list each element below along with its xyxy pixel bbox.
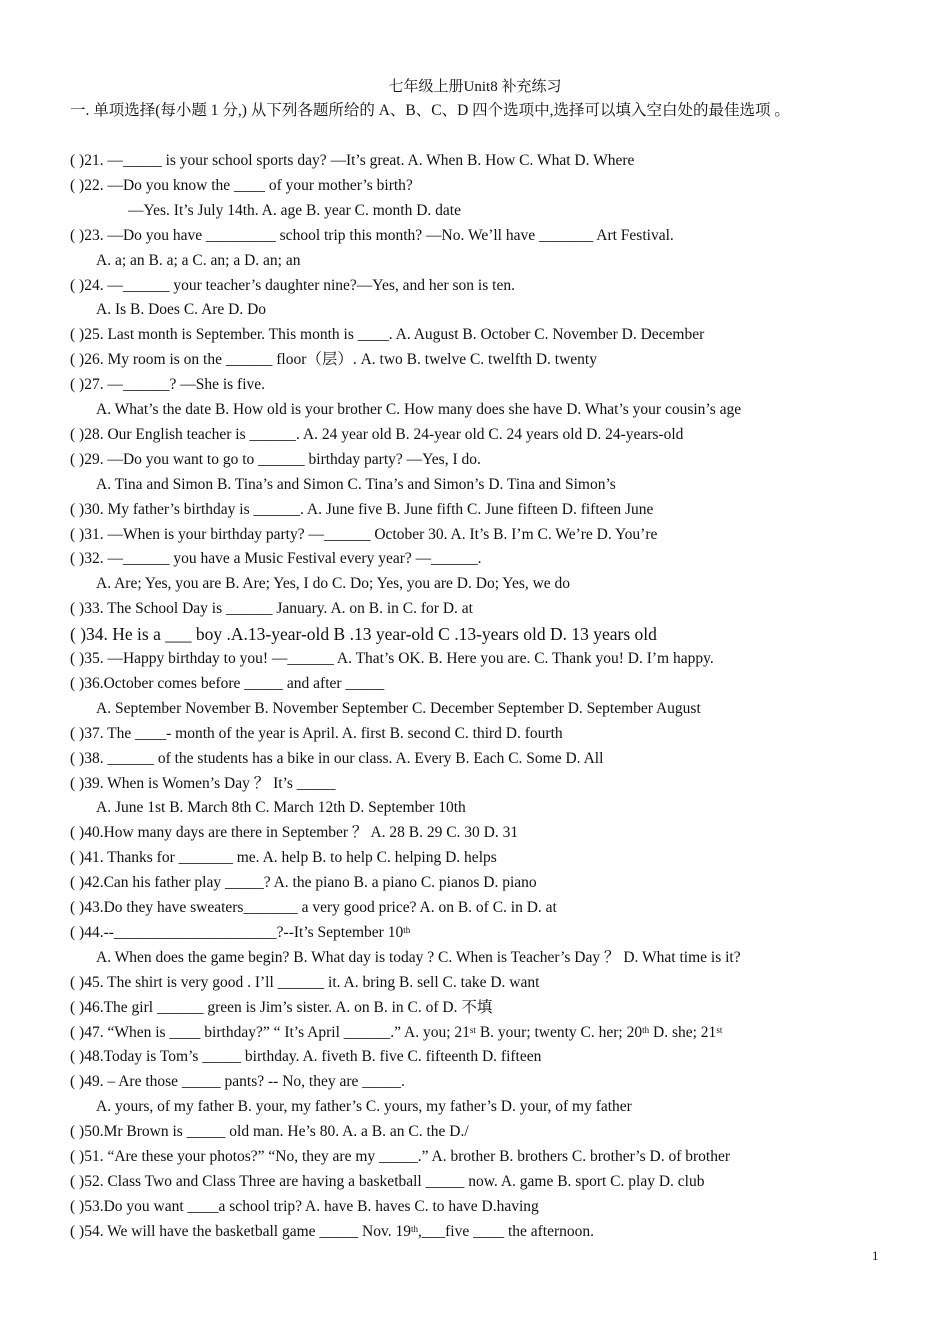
question-line — [70, 774, 336, 799]
line-text: ( )33. The School Day is ______ January. A. on B. in C. for D. at — [70, 600, 473, 618]
question-line — [70, 176, 413, 201]
line-text: ( )41. Thanks for _______ me. A. help B. to help C. helping D. helps — [70, 849, 497, 867]
question-line — [70, 350, 597, 375]
line-text: A. June 1st B. March 8th C. March 12th D. September 10th — [96, 799, 466, 817]
page-number: 1 — [872, 1248, 879, 1263]
line-text: ( )38. ______ of the students has a bike in our class. A. Every B. Each C. Some D. All — [70, 749, 604, 767]
question-line — [70, 549, 482, 574]
line-text: A. Is B. Does C. Are D. Do — [96, 301, 267, 319]
question-line — [96, 948, 741, 973]
line-text: ( )22. —Do you know the ____ of your mother’s birth? — [70, 176, 413, 194]
line-text: ( )40.How many days are there in September ？ A. 28 B. 29 C. 30 D. 31 — [70, 824, 519, 842]
line-text: A. yours, of my father B. your, my father’s C. yours, my father’s D. your, of my father — [96, 1098, 632, 1116]
line-text: ( )21. —_____ is your school sports day? —It’s great. A. When B. How C. What D. Where — [70, 152, 635, 169]
question-line — [96, 300, 266, 325]
line-text: ( )35. —Happy birthday to you! —______ A. That’s OK. B. Here you are. C. Thank you! D. I’m happy. — [70, 650, 714, 667]
line-text: A. When does the game begin? B. What day is today ? C. When is Teacher’s Day ？ D. What time is it? — [96, 948, 741, 966]
ordinal-suffix: th — [642, 1024, 650, 1035]
question-line — [96, 798, 466, 823]
question-line — [70, 375, 265, 400]
line-text: ( )52. Class Two and Class Three are having a basketball _____ now. A. game B. sport C. play D. club — [70, 1172, 705, 1190]
question-line — [70, 151, 634, 176]
line-text: ( )32. —______ you have a Music Festival every year? —______. — [70, 550, 482, 568]
line-text: ( )34. He is a ___ boy .A.13-year-old B .13 year-old C .13-years old D. 13 years old — [70, 624, 657, 645]
line-text: A. Are; Yes, you are B. Are; Yes, I do C. Do; Yes, you are D. Do; Yes, we do — [96, 575, 571, 593]
question-line — [70, 998, 492, 1023]
line-text: ( )27. —______? —She is five. — [70, 376, 266, 394]
line-text: D. she; 21 — [649, 1023, 717, 1041]
line-text: ( )30. My father’s birthday is ______. A. June five B. June fifth C. June fifteen D. fifteen June — [70, 500, 654, 518]
line-text: ( )47. “When is ____ birthday?” “ It’s April ______.” A. you; 21 — [70, 1023, 470, 1041]
line-text: ( )48.Today is Tom’s _____ birthday. A. fiveth B. five C. fifteenth D. fifteen — [70, 1048, 542, 1066]
question-line — [70, 599, 473, 624]
question-line — [96, 1097, 632, 1122]
line-text: A. What’s the date B. How old is your brother C. How many does she have D. What’s your cousin’s age — [96, 401, 742, 418]
question-line — [70, 674, 384, 699]
line-text: ( )42.Can his father play _____? A. the piano B. a piano C. pianos D. piano — [70, 874, 537, 892]
question-line — [96, 574, 570, 599]
question-line — [70, 923, 410, 948]
section-instruction: 一. 单项选择(每小题 1 分,) 从下列各题所给的 A、B、C、D 四个选项中,选择可以填入空白处的最佳选项 。 — [70, 102, 790, 119]
line-text: ( )43.Do they have sweaters_______ a very good price? A. on B. of C. in D. at — [70, 899, 557, 916]
ordinal-suffix: th — [410, 1223, 418, 1234]
line-text: ( )44.--_____________________?--It’s September 10 — [70, 923, 404, 941]
line-text: A. September November B. November September C. December September D. September August — [96, 699, 701, 717]
line-text: ( )24. —______ your teacher’s daughter nine?—Yes, and her son is ten. — [70, 276, 515, 294]
line-text: ( )46.The girl ______ green is Jim’s sister. A. on B. in C. of D. 不填 — [70, 998, 493, 1016]
line-text: ( )53.Do you want ____a school trip? A. have B. haves C. to have D.having — [70, 1197, 539, 1215]
line-text: ( )29. —Do you want to go to ______ birthday party? —Yes, I do. — [70, 450, 481, 468]
question-line — [70, 325, 704, 350]
question-line — [70, 1197, 539, 1222]
question-line — [96, 400, 741, 425]
line-text: ( )25. Last month is September. This month is ____. A. August B. October C. November D. December — [70, 326, 705, 344]
question-line — [70, 1147, 730, 1172]
line-text: ( )26. My room is on the ______ floor（层）. A. two B. twelve C. twelfth D. twenty — [70, 351, 597, 369]
question-line — [70, 1072, 405, 1097]
line-text: ( )49. – Are those _____ pants? -- No, they are _____. — [70, 1073, 405, 1091]
page-title: 七年级上册Unit8 补充练习 — [388, 79, 562, 95]
ordinal-suffix: st — [469, 1024, 476, 1035]
question-line — [70, 450, 481, 475]
question-line — [70, 898, 557, 923]
question-line — [96, 251, 300, 276]
question-line — [70, 973, 539, 998]
ordinal-suffix: st — [716, 1024, 723, 1035]
line-text: ( )39. When is Women’s Day ？ It’s _____ — [70, 774, 336, 792]
line-text: ( )31. —When is your birthday party? —______ October 30. A. It’s B. I’m C. We’re D. You’re — [70, 525, 658, 543]
line-text: ( )51. “Are these your photos?” “No, they are my _____.” A. brother B. brothers C. brother’s D. of brother — [70, 1148, 731, 1165]
line-text: ( )37. The ____- month of the year is April. A. first B. second C. third D. fourth — [70, 724, 563, 742]
line-text: ( )45. The shirt is very good . I’ll ______ it. A. bring B. sell C. take D. want — [70, 973, 540, 991]
question-line — [70, 1172, 704, 1197]
question-line — [70, 1047, 541, 1072]
question-line — [70, 873, 537, 898]
question-line — [70, 823, 518, 848]
line-text: B. your; twenty C. her; 20 — [475, 1023, 643, 1041]
question-line — [70, 276, 515, 301]
line-text: ( )50.Mr Brown is _____ old man. He’s 80. A. a B. an C. the D./ — [70, 1123, 469, 1141]
line-text: A. a; an B. a; a C. an; a D. an; an — [96, 251, 301, 269]
question-line — [70, 749, 603, 774]
question-line — [70, 1122, 469, 1147]
question-line — [70, 1222, 594, 1247]
line-text: ( )54. We will have the basketball game _____ Nov. 19 — [70, 1222, 411, 1240]
question-line — [96, 475, 616, 500]
line-text: A. Tina and Simon B. Tina’s and Simon C. Tina’s and Simon’s D. Tina and Simon’s — [96, 475, 616, 493]
question-line — [70, 724, 563, 749]
question-line — [70, 226, 674, 251]
ordinal-suffix: th — [403, 924, 411, 935]
line-text: ( )23. —Do you have _________ school trip this month? —No. We’ll have _______ Art Festival. — [70, 226, 674, 244]
question-line — [70, 500, 653, 525]
line-text: ,___five ____ the afternoon. — [417, 1222, 595, 1240]
line-text: —Yes. It’s July 14th. A. age B. year C. month D. date — [128, 201, 461, 219]
question-line — [70, 848, 497, 873]
question-line — [70, 525, 657, 550]
question-line — [70, 425, 683, 450]
question-line — [128, 201, 461, 226]
line-text: ( )28. Our English teacher is ______. A. 24 year old B. 24-year old C. 24 years old D. 24-years-old — [70, 425, 684, 443]
question-line — [70, 1023, 722, 1048]
question-line — [70, 623, 657, 648]
question-line — [70, 649, 714, 674]
question-line — [96, 699, 701, 724]
line-text: ( )36.October comes before _____ and after _____ — [70, 674, 385, 692]
